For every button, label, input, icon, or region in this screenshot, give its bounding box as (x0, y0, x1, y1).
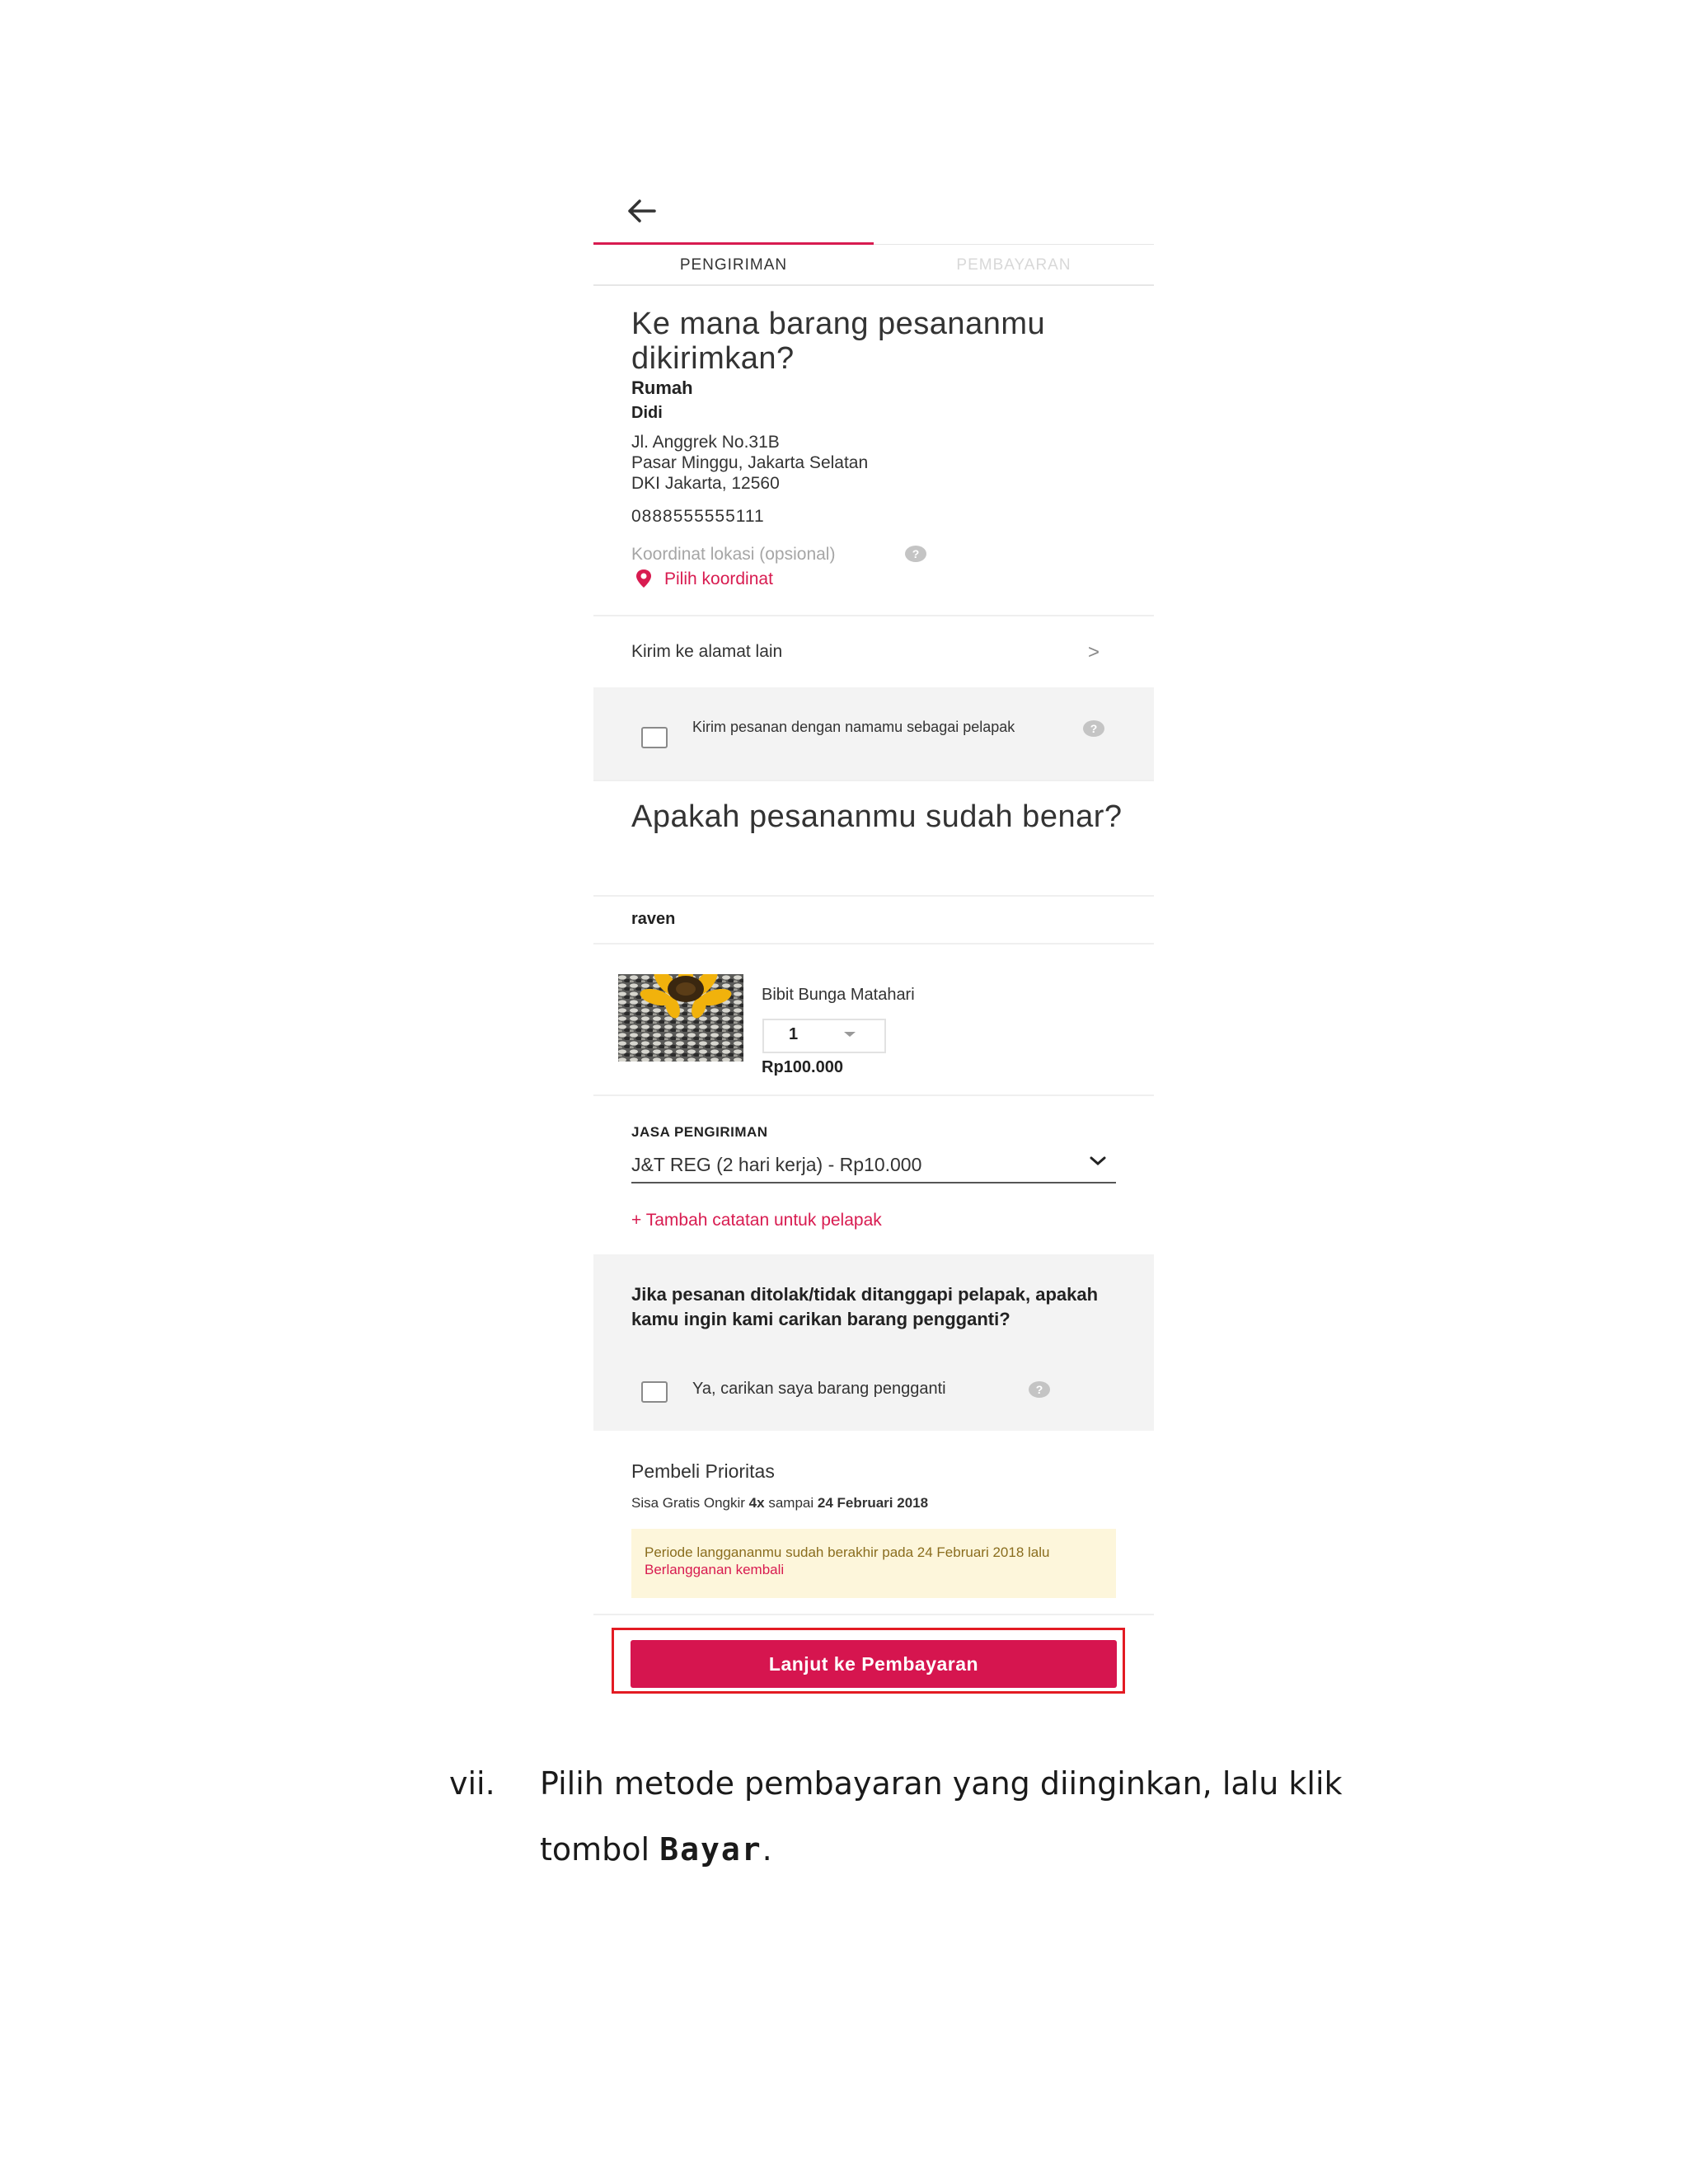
step-text-line-2 (540, 1831, 772, 1868)
shipping-service-select[interactable] (631, 1146, 1116, 1183)
chevron-right-icon: > (1088, 641, 1100, 663)
step-number: vii. (449, 1765, 495, 1802)
priority-info-date: 24 Februari 2018 (817, 1495, 929, 1511)
seller-name[interactable]: raven (631, 910, 676, 928)
product-price: Rp100.000 (762, 1058, 843, 1076)
address-line-3: DKI Jakarta, 12560 (631, 474, 780, 493)
priority-info-prefix: Sisa Gratis Ongkir (631, 1495, 745, 1511)
step-text-line-1: Pilih metode pembayaran yang diinginkan, lalu klik (540, 1765, 1343, 1802)
replacement-section (593, 1254, 1154, 1431)
continue-to-payment-button[interactable]: Lanjut ke Pembayaran (631, 1640, 1117, 1688)
address-line-1: Jl. Anggrek No.31B (631, 433, 780, 452)
send-as-seller-section (593, 687, 1154, 780)
add-note-link[interactable]: + Tambah catatan untuk pelapak (631, 1211, 882, 1230)
order-title: Apakah pesananmu sudah benar? (631, 799, 1123, 834)
replacement-checkbox-label: Ya, carikan saya barang pengganti (692, 1380, 946, 1398)
send-as-seller-label: Kirim pesanan dengan namamu sebagai pelapak (692, 719, 1015, 735)
quantity-value: 1 (789, 1025, 799, 1043)
priority-title: Pembeli Prioritas (631, 1460, 775, 1482)
shipping-title: Ke mana barang pesananmu dikirimkan? (631, 307, 1046, 376)
back-arrow-icon[interactable] (623, 196, 659, 226)
dropdown-caret-icon (843, 1029, 856, 1043)
tab-pembayaran[interactable]: PEMBAYARAN (956, 256, 1071, 274)
divider (593, 780, 1154, 781)
phone-screenshot (593, 173, 1154, 1722)
send-as-seller-checkbox[interactable] (641, 727, 668, 748)
choose-coordinate-link[interactable]: Pilih koordinat (664, 569, 773, 588)
location-pin-icon (635, 569, 653, 588)
priority-info-mid: sampai (768, 1495, 814, 1511)
divider (593, 1094, 1154, 1096)
replacement-checkbox[interactable] (641, 1381, 668, 1403)
divider (593, 943, 1154, 944)
tab-pengiriman[interactable]: PENGIRIMAN (593, 245, 874, 284)
step-text-prefix: tombol (540, 1831, 650, 1868)
product-name[interactable]: Bibit Bunga Matahari (762, 986, 915, 1004)
help-icon[interactable]: ? (1029, 1381, 1050, 1398)
shipping-service-label: JASA PENGIRIMAN (631, 1124, 768, 1140)
help-icon[interactable]: ? (1083, 720, 1104, 737)
help-icon[interactable]: ? (905, 546, 926, 562)
recipient-phone: 0888555555111 (631, 507, 765, 526)
send-other-address-row[interactable] (593, 616, 1154, 687)
recipient-name: Didi (631, 404, 663, 422)
divider (593, 1614, 1154, 1615)
send-other-address-label: Kirim ke alamat lain (631, 642, 783, 661)
subscription-notice (631, 1529, 1116, 1598)
address-label: Rumah (631, 377, 693, 398)
notice-message: Periode langgananmu sudah berakhir pada 24 Februari 2018 lalu (645, 1544, 1050, 1560)
step-text-suffix: . (762, 1831, 772, 1868)
chevron-down-icon (1089, 1155, 1107, 1171)
coordinate-label: Koordinat lokasi (opsional) (631, 545, 836, 564)
quantity-select[interactable] (762, 1019, 886, 1053)
divider (593, 895, 1154, 897)
priority-info-count: 4x (748, 1495, 765, 1511)
address-line-2: Pasar Minggu, Jakarta Selatan (631, 453, 869, 472)
notice-text (645, 1544, 1106, 1578)
replacement-question: Jika pesanan ditolak/tidak ditanggapi pelapak, apakah kamu ingin kami carikan barang pengganti? (631, 1284, 1099, 1329)
checkout-tabs (593, 244, 1154, 286)
resubscribe-link[interactable]: Berlangganan kembali (645, 1562, 785, 1577)
product-image[interactable] (618, 974, 743, 1062)
shipping-service-value: J&T REG (2 hari kerja) - Rp10.000 (631, 1154, 922, 1175)
step-text-button-name: Bayar (659, 1831, 762, 1868)
priority-info (631, 1495, 928, 1511)
